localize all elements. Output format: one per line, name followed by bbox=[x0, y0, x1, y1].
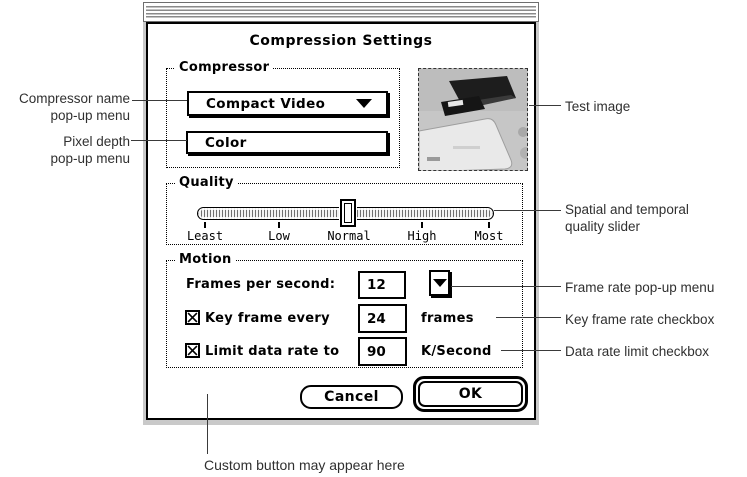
dialog-frame bbox=[143, 22, 539, 425]
callout-test-image: Test image bbox=[565, 99, 631, 114]
cancel-button[interactable]: Cancel bbox=[300, 385, 403, 409]
slider-label-low: Low bbox=[268, 229, 290, 243]
keyframe-suffix: frames bbox=[421, 311, 474, 326]
slider-label-high: High bbox=[407, 229, 437, 243]
callout-frame-rate: Frame rate pop-up menu bbox=[565, 280, 715, 295]
keyframe-field[interactable] bbox=[358, 304, 407, 333]
quality-group-label: Quality bbox=[175, 175, 238, 190]
fps-label: Frames per second: bbox=[186, 277, 336, 292]
titlebar-stripes-icon bbox=[146, 6, 536, 18]
tick-least bbox=[204, 222, 206, 228]
fps-popup-button[interactable] bbox=[429, 270, 450, 296]
callout-line bbox=[529, 105, 561, 106]
callout-text: Pixel depth bbox=[63, 134, 130, 149]
slider-thumb-inner bbox=[344, 203, 352, 223]
callout-line bbox=[496, 317, 561, 318]
compressor-group bbox=[166, 60, 400, 168]
motion-group bbox=[166, 252, 523, 368]
slider-label-most: Most bbox=[474, 229, 504, 243]
datarate-value: 90 bbox=[367, 343, 386, 360]
stapler-photo-icon bbox=[419, 69, 528, 171]
pixel-depth-popup-value: Color bbox=[205, 134, 247, 151]
callout-text: pop-up menu bbox=[50, 108, 130, 123]
callout-key-frame: Key frame rate checkbox bbox=[565, 312, 715, 327]
ok-button[interactable]: OK bbox=[418, 381, 523, 407]
datarate-field[interactable] bbox=[358, 337, 407, 366]
test-image[interactable] bbox=[418, 68, 528, 171]
callout-text: pop-up menu bbox=[50, 151, 130, 166]
callout-text: Compressor name bbox=[18, 91, 130, 106]
callout-line bbox=[132, 100, 187, 101]
keyframe-checkbox[interactable] bbox=[185, 310, 200, 325]
callout-line bbox=[207, 394, 208, 454]
tick-high bbox=[421, 222, 423, 228]
quality-slider-thumb[interactable] bbox=[340, 199, 356, 227]
tick-most bbox=[488, 222, 490, 228]
callout-custom-button: Custom button may appear here bbox=[204, 457, 405, 473]
popup-arrow-icon bbox=[356, 99, 372, 108]
tick-low bbox=[278, 222, 280, 228]
fps-value: 12 bbox=[367, 277, 386, 293]
datarate-suffix: K/Second bbox=[421, 344, 492, 359]
compressor-name-popup[interactable] bbox=[187, 91, 388, 116]
checkbox-x-icon bbox=[187, 345, 198, 356]
keyframe-value: 24 bbox=[367, 310, 386, 327]
callout-compressor-name bbox=[0, 90, 130, 124]
callout-pixel-depth bbox=[0, 133, 130, 167]
callout-data-rate: Data rate limit checkbox bbox=[565, 344, 710, 359]
callout-text: quality slider bbox=[565, 219, 641, 234]
compression-settings-dialog bbox=[143, 2, 539, 425]
checkbox-x-icon bbox=[187, 312, 198, 323]
quality-group bbox=[166, 175, 523, 245]
compressor-name-popup-value: Compact Video bbox=[206, 95, 326, 112]
ok-button-default-ring bbox=[413, 376, 528, 412]
fps-field[interactable] bbox=[358, 271, 406, 299]
slider-label-least: Least bbox=[186, 229, 224, 243]
pixel-depth-popup[interactable] bbox=[186, 131, 388, 154]
callout-quality-slider bbox=[565, 201, 689, 235]
slider-label-normal: Normal bbox=[327, 229, 371, 243]
callout-text: Spatial and temporal bbox=[565, 202, 689, 217]
dialog-body bbox=[146, 22, 536, 420]
dialog-title: Compression Settings bbox=[249, 33, 433, 49]
callout-line bbox=[451, 286, 561, 287]
datarate-checkbox[interactable] bbox=[185, 343, 200, 358]
keyframe-label: Key frame every bbox=[205, 311, 330, 326]
popup-arrow-icon bbox=[433, 279, 447, 287]
callout-line bbox=[501, 350, 561, 351]
dialog-titlebar[interactable] bbox=[143, 2, 539, 22]
motion-group-label: Motion bbox=[175, 252, 236, 267]
callout-line bbox=[131, 140, 187, 141]
callout-line bbox=[494, 210, 561, 211]
datarate-label: Limit data rate to bbox=[205, 344, 340, 359]
compressor-group-label: Compressor bbox=[175, 60, 273, 75]
